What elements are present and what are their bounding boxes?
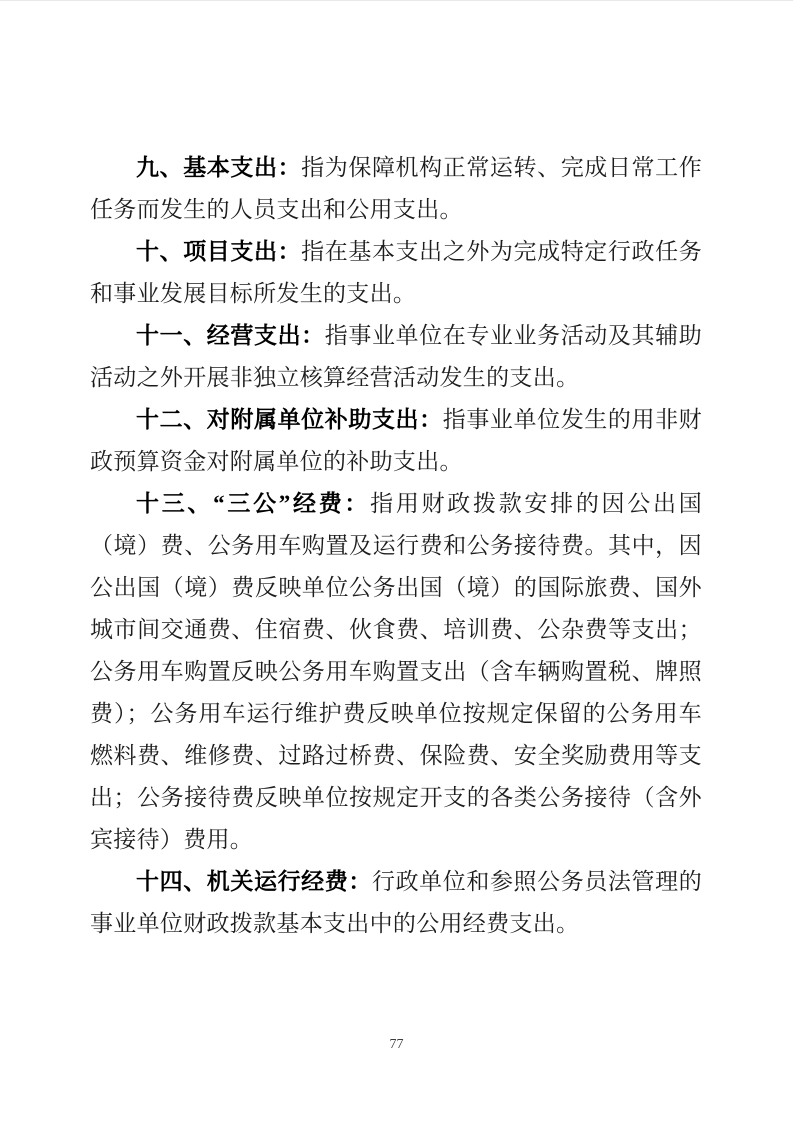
term-label: 十二、对附属单位补助支出：: [136, 407, 443, 432]
glossary-paragraph: [90, 147, 702, 231]
term-definition: 指在基本支出之外为完成特定行政任务和事业发展目标所发生的支出。: [90, 239, 702, 306]
glossary-paragraph: [90, 861, 702, 945]
glossary-text-block: [90, 147, 702, 945]
term-definition: 指事业单位在专业业务活动及其辅助活动之外开展非独立核算经营活动发生的支出。: [90, 323, 702, 390]
term-definition: 指为保障机构正常运转、完成日常工作任务而发生的人员支出和公用支出。: [90, 155, 702, 222]
term-definition: 指事业单位发生的用非财政预算资金对附属单位的补助支出。: [90, 407, 702, 474]
term-label: 十一、经营支出：: [136, 323, 325, 348]
term-label: 十、项目支出：: [136, 239, 302, 264]
term-definition: 指用财政拨款安排的因公出国（境）费、公务用车购置及运行费和公务接待费。其中，因公出国（境）费反映单位公务出国（境）的国际旅费、国外城市间交通费、住宿费、伙食费、培训费、公杂费等支出；公务用车购置反映公务用车购置支出（含车辆购置税、牌照费）；公务用车运行维护费反映单位按规定保留的公务用车燃料费、维修费、过路过桥费、保险费、安全奖励费用等支出；公务接待费反映单位按规定开支的各类公务接待（含外宾接待）费用。: [90, 491, 703, 852]
term-label: 九、基本支出：: [136, 155, 302, 180]
glossary-paragraph: [90, 399, 702, 483]
glossary-paragraph: [90, 315, 702, 399]
term-label: 十四、机关运行经费：: [136, 869, 372, 894]
glossary-paragraph: [90, 483, 702, 861]
term-label: 十三、“三公”经费：: [136, 491, 371, 516]
term-definition: 行政单位和参照公务员法管理的事业单位财政拨款基本支出中的公用经费支出。: [90, 869, 703, 936]
page-number: 77: [389, 1037, 404, 1052]
glossary-paragraph: [90, 231, 702, 315]
